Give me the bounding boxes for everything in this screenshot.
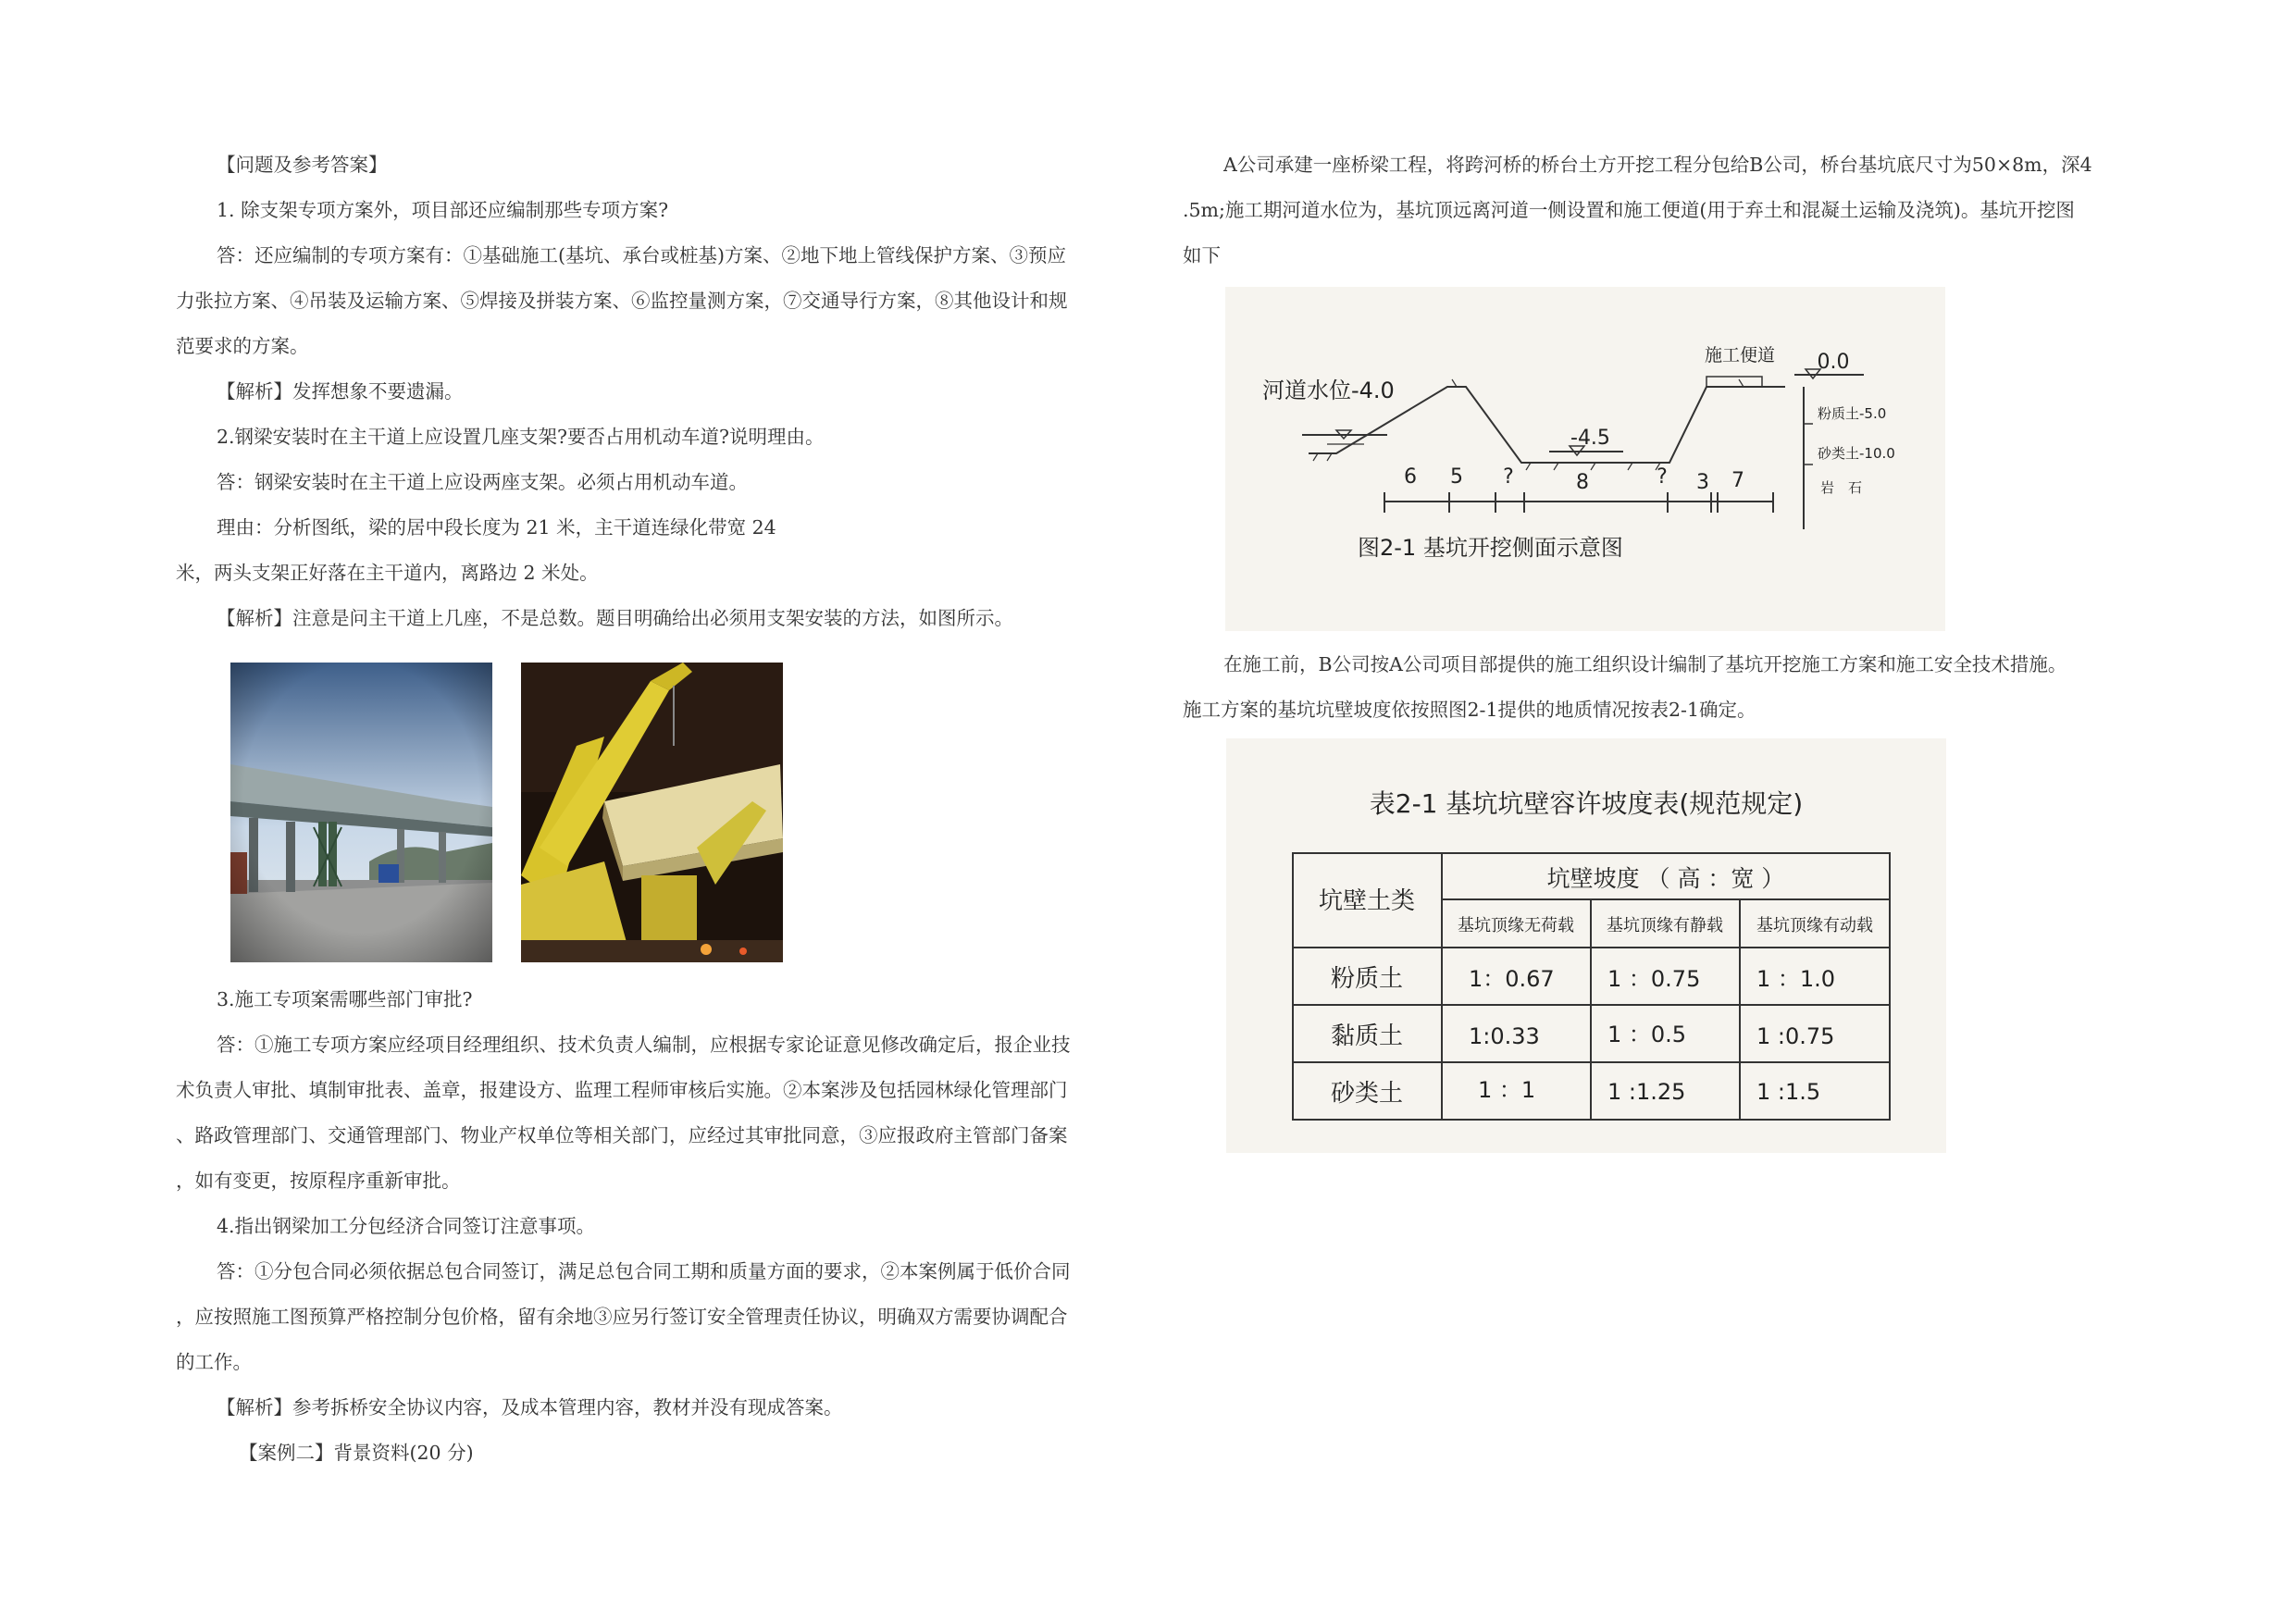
row-soil-sand: 砂类土 — [1330, 1080, 1404, 1108]
dim-label: 5 — [1450, 465, 1463, 489]
slope-table-figure — [1226, 738, 1946, 1153]
header-soil-type: 坑壁土类 — [1318, 887, 1416, 915]
table-cell: 1:0.33 — [1469, 1023, 1540, 1049]
subheader-no-load: 基坑顶缘无荷载 — [1458, 916, 1574, 935]
table-title: 表2-1 基坑坑壁容许坡度表(规范规定) — [1369, 788, 1804, 819]
dim-label: 6 — [1404, 465, 1417, 489]
road-label: 施工便道 — [1705, 345, 1776, 365]
subheader-dynamic-load: 基坑顶缘有动载 — [1756, 916, 1873, 935]
background-para-2-line-2: 施工方案的基坑坑壁坡度依按照图2-1提供的地质情况按表2-1确定。 — [1183, 699, 1756, 721]
question-4: 4.指出钢梁加工分包经济合同签订注意事项。 — [217, 1215, 596, 1237]
note-2: 【解析】注意是问主干道上几座，不是总数。题目明确给出必须用支架安装的方法，如图所示。 — [217, 607, 1013, 629]
table-cell: 1 :0.75 — [1756, 1023, 1835, 1049]
table-cell: 1 ：0.75 — [1607, 966, 1701, 992]
answer-3-line-3: 、路政管理部门、交通管理部门、物业产权单位等相关部门，应经过其审批同意，③应报政府主管部门备案 — [176, 1124, 1068, 1146]
crane-lifting-photo — [521, 663, 783, 962]
table-cell: 1：0.67 — [1469, 966, 1555, 992]
table-cell: 1 ：1 — [1478, 1077, 1536, 1103]
answer-4-line-3: 的工作。 — [176, 1351, 252, 1373]
answer-3-line-4: ，如有变更，按原程序重新审批。 — [176, 1170, 461, 1192]
table-cell: 1 :1.25 — [1607, 1079, 1686, 1105]
background-para-1-line-2: .5m;施工期河道水位为，基坑顶远离河道一侧设置和施工便道(用于弃土和混凝土运输及浇筑)。基坑开挖图 — [1183, 199, 2075, 221]
table-cell: 1 ：0.5 — [1607, 1022, 1687, 1047]
background-para-1-line-3: 如下 — [1183, 244, 1221, 266]
layer-rock-label: 岩 石 — [1820, 479, 1863, 496]
top-level-label: 0.0 — [1817, 351, 1850, 374]
layer-silt-label: 粉质土-5.0 — [1818, 405, 1887, 422]
answer-4-line-2: ，应按照施工图预算严格控制分包价格，留有余地③应另行签订安全管理责任协议，明确双方需要协调配合 — [176, 1306, 1068, 1328]
row-soil-clay: 黏质土 — [1330, 1022, 1404, 1050]
background-para-2-line-1: 在施工前，B公司按A公司项目部提供的施工组织设计编制了基坑开挖施工方案和施工安全技术措施。 — [1223, 653, 2067, 675]
background-para-1-line-1: A公司承建一座桥梁工程，将跨河桥的桥台土方开挖工程分包给B公司，桥台基坑底尺寸为50×8m，深4 — [1223, 154, 2092, 176]
section-heading: 【问题及参考答案】 — [217, 154, 388, 176]
header-slope: 坑壁坡度 （ 高 ：宽 ） — [1546, 865, 1785, 892]
bridge-support-photo — [230, 663, 492, 962]
question-2: 2.钢梁安装时在主干道上应设置几座支架?要否占用机动车道?说明理由。 — [217, 426, 825, 448]
figure-caption: 图2-1 基坑开挖侧面示意图 — [1358, 535, 1623, 561]
reason-2-line-2: 米，两头支架正好落在主干道内，离路边 2 米处。 — [176, 562, 599, 584]
answer-3-line-2: 术负责人审批、填制审批表、盖章，报建设方、监理工程师审核后实施。②本案涉及包括园林绿化管理部门 — [176, 1079, 1068, 1101]
case-2-heading: 【案例二】背景资料(20 分) — [239, 1442, 474, 1464]
table-cell: 1 ：1.0 — [1756, 966, 1836, 992]
answer-1-line-3: 范要求的方案。 — [176, 335, 309, 357]
reason-2-line-1: 理由：分析图纸，梁的居中段长度为 21 米，主干道连绿化带宽 24 — [217, 516, 776, 539]
note-4: 【解析】参考拆桥安全协议内容，及成本管理内容，教材并没有现成答案。 — [217, 1396, 843, 1419]
answer-4-line-1: 答：①分包合同必须依据总包合同签订，满足总包合同工期和质量方面的要求，②本案例属于低价合同 — [217, 1260, 1071, 1282]
answer-2: 答：钢梁安装时在主干道上应设两座支架。必须占用机动车道。 — [217, 471, 748, 493]
dim-label: 7 — [1731, 469, 1744, 492]
answer-3-line-1: 答：①施工专项方案应经项目经理组织、技术负责人编制，应根据专家论证意见修改确定后，报企业技 — [217, 1034, 1071, 1056]
note-1: 【解析】发挥想象不要遗漏。 — [217, 380, 464, 403]
subheader-static-load: 基坑顶缘有静载 — [1607, 916, 1723, 935]
dim-label: 3 — [1696, 471, 1709, 494]
excavation-figure — [1225, 287, 1945, 631]
question-1: 1. 除支架专项方案外，项目部还应编制那些专项方案? — [217, 199, 669, 221]
table-cell: 1 :1.5 — [1756, 1079, 1821, 1105]
bottom-level-label: -4.5 — [1570, 427, 1610, 450]
dim-label: 8 — [1576, 471, 1589, 494]
row-soil-silt: 粉质土 — [1330, 965, 1404, 993]
answer-1-line-2: 力张拉方案、④吊装及运输方案、⑤焊接及拼装方案、⑥监控量测方案，⑦交通导行方案，⑧其他设计和规 — [176, 290, 1068, 312]
question-3: 3.施工专项案需哪些部门审批? — [217, 988, 473, 1010]
dim-label: ? — [1503, 465, 1514, 489]
answer-1-line-1: 答：还应编制的专项方案有：①基础施工(基坑、承台或桩基)方案、②地下地上管线保护方案、③预应 — [217, 244, 1066, 266]
layer-sand-label: 砂类土-10.0 — [1818, 445, 1895, 462]
river-level-label: 河道水位-4.0 — [1262, 378, 1395, 403]
dim-label: ? — [1657, 465, 1668, 489]
